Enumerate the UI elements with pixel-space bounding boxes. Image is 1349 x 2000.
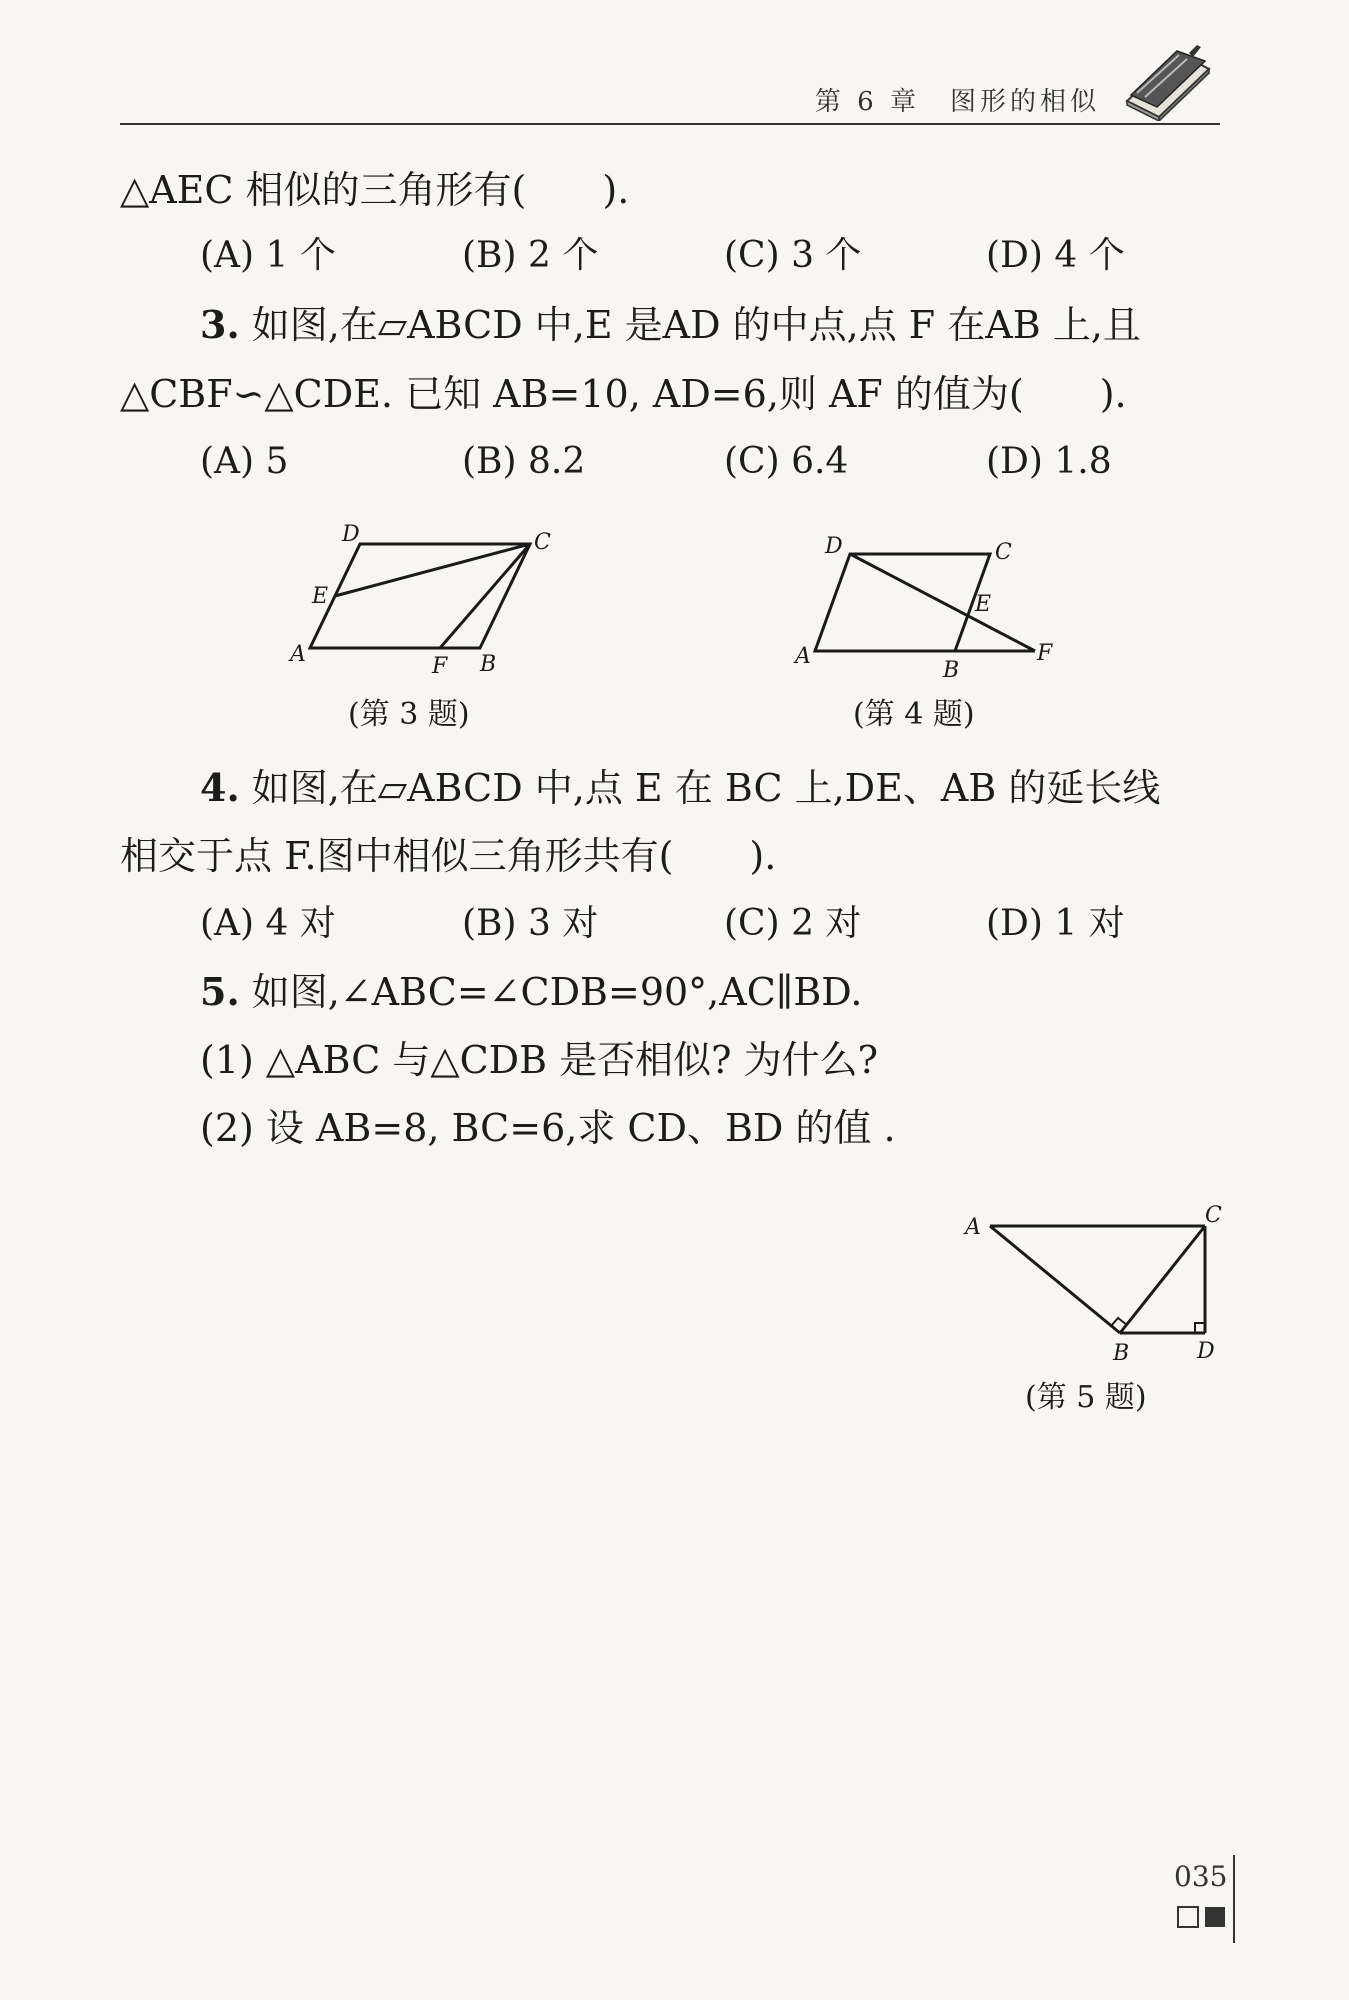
q4-choice-b: (B) 3 对 — [462, 903, 599, 944]
q4-choice-a: (A) 4 对 — [200, 903, 336, 944]
page-corner-icon — [1177, 1905, 1229, 1929]
q5-text-1: 如图,∠ABC=∠CDB=90°,AC∥BD. — [251, 970, 863, 1014]
q2-choice-c: (C) 3 个 — [724, 235, 862, 276]
fig5-label-a: A — [965, 1215, 981, 1240]
fig4-segment-df — [850, 554, 1035, 651]
figure-5 — [965, 1200, 1235, 1365]
page-number: 035 — [1174, 1860, 1228, 1893]
q4-choice-c: (C) 2 对 — [724, 903, 862, 944]
q5-line-2: (1) △ABC 与△CDB 是否相似? 为什么? — [200, 1038, 878, 1082]
q2-choice-d: (D) 4 个 — [986, 235, 1125, 276]
fig5-label-b: B — [1113, 1341, 1130, 1366]
fig5-caption: (第 5 题) — [1025, 1380, 1147, 1415]
q3-choice-c: (C) 6.4 — [724, 441, 849, 482]
fig4-label-d: D — [825, 534, 843, 559]
fig3-label-a: A — [290, 642, 306, 667]
fig5-label-c: C — [1205, 1203, 1222, 1228]
q3-text-1: 如图,在▱ABCD 中,E 是AD 的中点,点 F 在AB 上,且 — [251, 303, 1141, 347]
q5-line-3: (2) 设 AB=8, BC=6,求 CD、BD 的值 . — [200, 1106, 896, 1150]
chapter-title: 第 6 章 图形的相似 — [814, 87, 1100, 117]
q5-line-1 — [200, 970, 862, 1014]
footer-divider — [1233, 1855, 1235, 1943]
fig4-caption: (第 4 题) — [853, 697, 975, 732]
fig3-label-c: C — [534, 530, 551, 555]
q3-choice-a: (A) 5 — [200, 441, 289, 482]
q3-choices — [200, 440, 1220, 484]
q2-choice-a: (A) 1 个 — [200, 235, 336, 276]
fig3-label-d: D — [342, 522, 360, 547]
fig3-segment-fc — [440, 544, 530, 648]
q4-line-2: 相交于点 F.图中相似三角形共有( ). — [120, 834, 777, 878]
q3-choice-b: (B) 8.2 — [462, 441, 586, 482]
fig4-label-f: F — [1037, 641, 1053, 666]
q2-stem-end: △AEC 相似的三角形有( ). — [120, 168, 630, 212]
fig3-parallelogram — [310, 544, 530, 648]
fig3-label-b: B — [480, 652, 497, 677]
q3-number: 3. — [200, 302, 240, 347]
book-icon — [1119, 43, 1214, 121]
fig3-segment-ec — [335, 544, 530, 596]
q4-line-1 — [200, 766, 1160, 810]
q2-choices — [200, 234, 1220, 278]
fig4-label-b: B — [943, 658, 960, 683]
fig5-label-d: D — [1197, 1339, 1215, 1364]
fig3-label-e: E — [312, 584, 329, 609]
fig5-segment-ab — [990, 1226, 1120, 1333]
figure-3 — [290, 522, 590, 679]
fig3-caption: (第 3 题) — [348, 697, 470, 732]
q5-number: 5. — [200, 969, 240, 1014]
q3-line-2: △CBF∽△CDE. 已知 AB=10, AD=6,则 AF 的值为( ). — [120, 372, 1127, 416]
q4-choice-d: (D) 1 对 — [986, 903, 1125, 944]
fig4-label-a: A — [795, 644, 811, 669]
fig4-label-c: C — [995, 540, 1012, 565]
q4-number: 4. — [200, 765, 240, 810]
fig5-segment-bc — [1120, 1226, 1205, 1333]
q2-choice-b: (B) 2 个 — [462, 235, 599, 276]
fig4-parallelogram — [815, 554, 990, 651]
q4-text-1: 如图,在▱ABCD 中,点 E 在 BC 上,DE、AB 的延长线 — [251, 766, 1161, 810]
q3-choice-d: (D) 1.8 — [986, 441, 1112, 482]
q3-line-1 — [200, 303, 1141, 347]
page-header — [120, 75, 1220, 125]
fig4-label-e: E — [975, 592, 992, 617]
figure-4 — [795, 525, 1075, 683]
fig3-label-f: F — [432, 654, 448, 679]
q4-choices — [200, 902, 1220, 946]
